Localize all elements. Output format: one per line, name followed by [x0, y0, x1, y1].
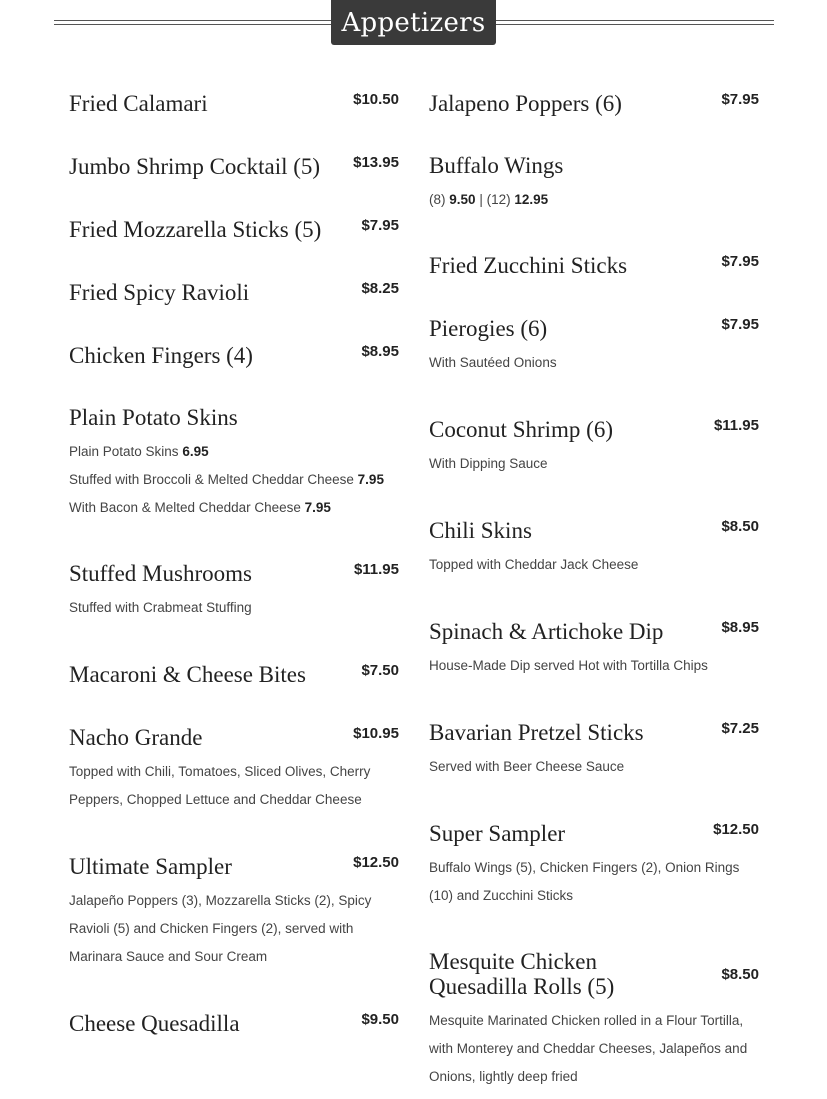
item-name: Chili Skins — [429, 518, 532, 543]
menu-item — [429, 153, 759, 214]
menu-item — [429, 417, 759, 478]
item-name: Cheese Quesadilla — [69, 1011, 240, 1036]
option-price: 7.95 — [304, 500, 331, 515]
menu-item — [69, 725, 399, 814]
item-sizes — [429, 186, 759, 214]
menu-item — [69, 1011, 399, 1036]
option-price: 6.95 — [182, 444, 209, 459]
item-description: Topped with Cheddar Jack Cheese — [429, 557, 639, 572]
menu-item — [69, 561, 399, 622]
item-name: Coconut Shrimp (6) — [429, 417, 613, 442]
menu-item — [429, 949, 759, 1091]
size-price: 9.50 — [449, 192, 476, 207]
menu-item — [429, 253, 759, 278]
item-name: Stuffed Mushrooms — [69, 561, 252, 586]
item-price: $11.95 — [713, 417, 759, 434]
item-option — [69, 438, 399, 466]
item-price: $8.50 — [721, 966, 759, 983]
item-price: $8.95 — [361, 343, 399, 360]
item-price: $12.50 — [713, 821, 759, 838]
item-price: $10.50 — [353, 91, 399, 108]
item-price: $13.95 — [353, 154, 399, 171]
item-name: Spinach & Artichoke Dip — [429, 619, 664, 644]
menu-item — [69, 154, 399, 179]
size-separator: | — [479, 192, 483, 207]
menu-item — [429, 821, 759, 910]
item-price: $7.95 — [721, 91, 759, 108]
item-name: Buffalo Wings — [429, 153, 564, 178]
item-price: $7.50 — [361, 662, 399, 679]
item-name: Super Sampler — [429, 821, 566, 846]
option-label: With Bacon & Melted Cheddar Cheese — [69, 500, 301, 515]
item-name: Fried Calamari — [69, 91, 208, 116]
menu-item — [429, 720, 759, 781]
item-name: Fried Mozzarella Sticks (5) — [69, 217, 322, 242]
menu-item — [69, 405, 399, 522]
size-label: (8) — [429, 192, 446, 207]
section-title: Appetizers — [331, 0, 496, 45]
item-description: Buffalo Wings (5), Chicken Fingers (2), Onion Rings (10) and Zucchini Sticks — [429, 860, 740, 903]
menu-item — [69, 217, 399, 242]
item-options — [69, 438, 399, 522]
menu-item — [69, 280, 399, 305]
item-price: $8.95 — [721, 619, 759, 636]
menu-item — [69, 854, 399, 971]
item-name: Bavarian Pretzel Sticks — [429, 720, 644, 745]
size-label: (12) — [486, 192, 511, 207]
item-name: Fried Zucchini Sticks — [429, 253, 628, 278]
item-price: $11.95 — [353, 561, 399, 578]
item-description: With Sautéed Onions — [429, 355, 557, 370]
menu-item — [69, 343, 399, 368]
item-name: Macaroni & Cheese Bites — [69, 662, 306, 687]
item-price: $8.50 — [721, 518, 759, 535]
item-description: With Dipping Sauce — [429, 456, 548, 471]
item-price: $7.95 — [361, 217, 399, 234]
item-description: Topped with Chili, Tomatoes, Sliced Olives, Cherry Peppers, Chopped Lettuce and Cheddar Cheese — [69, 764, 371, 807]
item-name: Ultimate Sampler — [69, 854, 232, 879]
item-description: Served with Beer Cheese Sauce — [429, 759, 625, 774]
item-description: Stuffed with Crabmeat Stuffing — [69, 600, 252, 615]
item-name: Jalapeno Poppers (6) — [429, 91, 622, 116]
item-name: Pierogies (6) — [429, 316, 548, 341]
item-option — [69, 494, 399, 522]
item-name: Plain Potato Skins — [69, 405, 238, 430]
item-price: $8.25 — [361, 280, 399, 297]
option-label: Plain Potato Skins — [69, 444, 179, 459]
menu-item — [69, 91, 399, 116]
menu-item — [429, 316, 759, 377]
item-price: $7.25 — [721, 720, 759, 737]
menu-item — [429, 518, 759, 579]
item-name: Chicken Fingers (4) — [69, 343, 253, 368]
item-description: House-Made Dip served Hot with Tortilla Chips — [429, 658, 708, 673]
item-price: $12.50 — [353, 854, 399, 871]
item-name: Fried Spicy Ravioli — [69, 280, 250, 305]
item-name: Mesquite Chicken Quesadilla Rolls (5) — [429, 949, 615, 999]
item-description: Jalapeño Poppers (3), Mozzarella Sticks (2), Spicy Ravioli (5) and Chicken Fingers (2), served with Marinara Sauce and Sour Cream — [69, 893, 372, 964]
menu-item — [69, 662, 399, 687]
menu-item — [429, 91, 759, 116]
item-price: $10.95 — [353, 725, 399, 742]
item-price: $7.95 — [721, 316, 759, 333]
option-price: 7.95 — [357, 472, 384, 487]
item-name: Nacho Grande — [69, 725, 203, 750]
menu-item — [429, 619, 759, 680]
item-name: Jumbo Shrimp Cocktail (5) — [69, 154, 321, 179]
section-header — [54, 0, 774, 46]
option-label: Stuffed with Broccoli & Melted Cheddar Cheese — [69, 472, 354, 487]
item-description: Mesquite Marinated Chicken rolled in a Flour Tortilla, with Monterey and Cheddar Cheeses, Jalapeños and Onions, lightly deep fried — [429, 1013, 748, 1084]
size-price: 12.95 — [514, 192, 549, 207]
item-price: $7.95 — [721, 253, 759, 270]
item-option — [69, 466, 399, 494]
item-price: $9.50 — [361, 1011, 399, 1028]
